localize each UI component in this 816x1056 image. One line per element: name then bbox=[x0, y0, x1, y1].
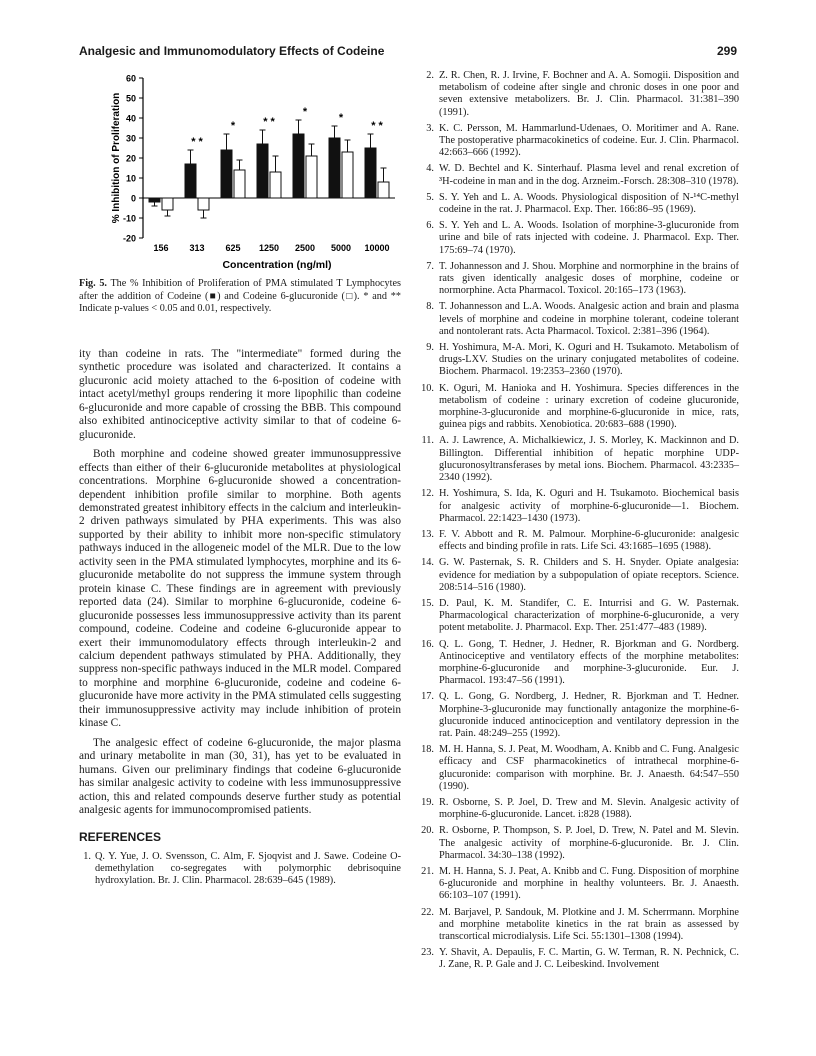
reference-item bbox=[421, 220, 739, 257]
reference-number: 1. bbox=[83, 850, 91, 862]
y-tick-label: 50 bbox=[125, 93, 136, 104]
reference-text: K. Oguri, M. Hanioka and H. Yoshimura. Species differences in the metabolism of codeine : urinary excretion of codeine glucuronide, morphine-3-glucuronide and morphine-6-glucuronide in mice, rats, guinea pigs and rabbits. Xenobiotica. 20:683–688 (1990). bbox=[439, 382, 739, 431]
reference-text: R. Osborne, P. Thompson, S. P. Joel, D. Trew, N. Patel and M. Slevin. The analgesic activity of morphine-6-glucuronide. Br. J. Clin. Pharmacol. 34:30–138 (1992). bbox=[439, 825, 739, 861]
x-tick-label: 625 bbox=[225, 243, 241, 253]
reference-number: 21. bbox=[421, 865, 434, 877]
reference-item bbox=[421, 192, 739, 216]
reference-item bbox=[421, 598, 739, 635]
reference-number: 14. bbox=[421, 557, 434, 569]
reference-text: A. J. Lawrence, A. Michalkiewicz, J. S. Morley, K. Mackinnon and D. Billington. Differential inhibition of hepatic morphine UDP-glucuronosyltransferases by metal ions. Biochem. Pharmacol. 43:2335–2340 (1992). bbox=[439, 435, 739, 484]
reference-text: T. Johannesson and L.A. Woods. Analgesic action and brain and plasma levels of morphine and codeine in morphine tolerant, codeine tolerant and nontolerant rats. Acta Pharmacol. Toxicol. 2:381–396 (1964). bbox=[439, 301, 739, 337]
y-tick-label: -10 bbox=[122, 213, 136, 224]
significance-marker: * * bbox=[191, 136, 203, 148]
reference-text: W. D. Bechtel and K. Sinterhauf. Plasma level and renal excretion of ³H-codeine in man and in the dog. Arzneim.-Forsch. 28:308–310 (1978). bbox=[439, 163, 739, 187]
page-number: 299 bbox=[716, 44, 737, 58]
reference-item bbox=[421, 529, 739, 553]
significance-marker: * * bbox=[263, 116, 275, 128]
reference-text: D. Paul, K. M. Standifer, C. E. Inturrisi and G. W. Pasternak. Pharmacological characterization of morphine-6-glucuronide, a very potent metabolite. J. Pharmacol. Exp. Ther. 251:477–483 (1989). bbox=[439, 597, 739, 634]
significance-marker: * * bbox=[371, 120, 383, 132]
reference-text: H. Yoshimura, S. Ida, K. Oguri and H. Tsukamoto. Biochemical basis for analgesic activity of morphine-6-glucuronide—1. Biochem. Pharmacol. 22:1423–1430 (1973). bbox=[439, 488, 739, 524]
reference-text: R. Osborne, S. P. Joel, D. Trew and M. Slevin. Analgesic activity of morphine-6-glucuronide. Lancet. i:828 (1988). bbox=[439, 796, 739, 821]
reference-item bbox=[421, 825, 739, 862]
x-tick-label: 10000 bbox=[364, 243, 390, 253]
reference-number: 12. bbox=[421, 488, 434, 500]
reference-item bbox=[421, 123, 739, 160]
y-tick-label: 40 bbox=[125, 113, 136, 124]
bar-codeine-glucuronide bbox=[234, 170, 245, 198]
y-axis-label: % Inhibition of Proliferation bbox=[111, 92, 122, 224]
reference-item bbox=[421, 163, 739, 187]
reference-item bbox=[421, 301, 739, 338]
reference-number: 6. bbox=[426, 220, 434, 232]
reference-item bbox=[421, 383, 739, 432]
reference-number: 16. bbox=[421, 638, 434, 650]
figure-caption bbox=[79, 278, 401, 316]
figure-caption-label: Fig. 5. bbox=[79, 278, 107, 289]
reference-item bbox=[79, 851, 401, 888]
running-title: Analgesic and Immunomodulatory Effects of Codeine bbox=[79, 44, 385, 58]
y-tick-label: -20 bbox=[122, 233, 136, 244]
bar-codeine bbox=[257, 144, 268, 198]
reference-number: 18. bbox=[421, 744, 434, 756]
reference-text: Y. Shavit, A. Depaulis, F. C. Martin, G. W. Terman, R. N. Pechnick, C. J. Zane, R. P. Gale and J. C. Leibeskind. Involvement bbox=[439, 947, 739, 971]
reference-item bbox=[421, 866, 739, 903]
y-tick-label: 30 bbox=[125, 133, 136, 144]
reference-number: 13. bbox=[421, 528, 434, 540]
bar-codeine bbox=[365, 148, 376, 198]
bar-codeine bbox=[221, 150, 232, 198]
reference-item bbox=[421, 691, 739, 740]
reference-number: 7. bbox=[426, 260, 434, 272]
reference-item bbox=[421, 797, 739, 821]
bar-codeine-glucuronide bbox=[342, 152, 353, 198]
significance-marker: * bbox=[230, 120, 236, 132]
reference-text: S. Y. Yeh and L. A. Woods. Isolation of morphine-3-glucuronide from urine and bile of rats injected with codeine. J. Pharmacol. Exp. Ther. 175:69–74 (1970). bbox=[439, 220, 739, 256]
y-tick-label: 60 bbox=[125, 73, 136, 84]
significance-marker: * bbox=[302, 106, 308, 118]
reference-item bbox=[421, 70, 739, 119]
body-paragraph-2: Both morphine and codeine showed greater immunosuppressive effects than either of their 6-glucuronide metabolites at physiological concentrations. Morphine 6-glucuronide showed a concentration-dependent inhibition profile similar to morphine. Both agents demonstrated greatest inhibitory effects in the calcium and interleukin-2 driven pathways simulated by PHA experiments. This was also supported by their ability to inhibit more non-specific stimulatory pathways induced in the allogeneic model of the MLR. Due to the low activity seen in the PMA stimulated lymphocytes, morphine and its 6-glucuronide metabolite do not suppress the immune system through protein kinase C. These findings are in agreement with previously reported data (24). Similar to morphine 6-glucuronide, codeine 6-glucuronide possesses less immunosuppressive activity than its parent compound, codeine. Codeine and codeine 6-glucuronide appear to exert their immunomodulatory effects through interleukin-2 and calcium dependent pathways stimulated by PHA. Additionally, they suppress non-specific pathways induced in the MLR model. Compared to morphine and morphine 6-glucuronide, codeine and codeine 6-glucuronide have more activity in the PMA stimulated cells suggesting their immunosuppressive activity may include inhibition of protein kinase C. bbox=[79, 448, 401, 730]
reference-text: M. H. Hanna, S. J. Peat, A. Knibb and C. Fung. Disposition of morphine 6-glucuronide and morphine in healthy volunteers. Br. J. Anaesth. 66:103–107 (1991). bbox=[439, 865, 739, 902]
reference-text: Z. R. Chen, R. J. Irvine, F. Bochner and A. A. Somogii. Disposition and metabolism of codeine after single and chronic doses in one poor and seven extensive metabolizers. Br. J. Clin. Pharmacol. 31:381–390 (1991). bbox=[439, 70, 739, 118]
reference-number: 22. bbox=[421, 906, 434, 918]
y-tick-label: 20 bbox=[125, 153, 136, 164]
reference-item bbox=[421, 342, 739, 379]
body-text bbox=[79, 348, 401, 891]
bar-codeine-glucuronide bbox=[162, 198, 173, 210]
reference-number: 23. bbox=[421, 947, 434, 959]
reference-item bbox=[421, 947, 739, 971]
reference-item bbox=[421, 435, 739, 484]
figure-5-chart bbox=[79, 70, 401, 275]
x-tick-label: 313 bbox=[189, 243, 205, 253]
reference-text: M. H. Hanna, S. J. Peat, M. Woodham, A. Knibb and C. Fung. Analgesic efficacy and CSF pharmacokinetics of intrathecal morphine-6-glucuronide: comparison with morphine. Br. J. Anaesth. 64:547–550 (1990). bbox=[439, 744, 739, 792]
reference-text: Q. Y. Yue, J. O. Svensson, C. Alm, F. Sjoqvist and J. Sawe. Codeine O-demethylation co-segregates with polymorphic debrisoquine hydroxylation. Br. J. Clin. Pharmacol. 28:639–645 (1989). bbox=[95, 850, 401, 887]
reference-item bbox=[421, 557, 739, 594]
reference-text: S. Y. Yeh and L. A. Woods. Physiological disposition of N-¹⁴C-methyl codeine in the rat. J. Pharmacol. Exp. Ther. 166:86–95 (1969). bbox=[439, 191, 739, 216]
x-tick-label: 2500 bbox=[294, 243, 316, 253]
bar-codeine bbox=[293, 134, 304, 198]
reference-number: 9. bbox=[426, 342, 434, 354]
right-column bbox=[421, 70, 739, 976]
reference-number: 8. bbox=[426, 301, 434, 313]
bar-codeine bbox=[149, 198, 160, 202]
bar-codeine bbox=[185, 164, 196, 198]
page-header bbox=[79, 44, 737, 60]
reference-item bbox=[421, 907, 739, 944]
reference-item bbox=[421, 261, 739, 298]
references-heading: REFERENCES bbox=[79, 830, 162, 845]
y-tick-label: 10 bbox=[125, 173, 136, 184]
reference-text: Q. L. Gong, G. Nordberg, J. Hedner, R. Bjorkman and T. Hedner. Morphine-3-glucuronide may functionally antagonize the morphine-6-glucuronide induced antinociception and ventilatory depression in the rat. Pain. 48:249–255 (1992). bbox=[439, 691, 739, 739]
reference-text: H. Yoshimura, M-A. Mori, K. Oguri and H. Tsukamoto. Metabolism of drugs-LXV. Studies on the urinary conjugated metabolites of codeine. Biochem. Pharmacol. 19:2353–2360 (1970). bbox=[439, 342, 739, 378]
bar-codeine-glucuronide bbox=[306, 156, 317, 198]
bar-codeine-glucuronide bbox=[270, 172, 281, 198]
bar-codeine-glucuronide bbox=[198, 198, 209, 210]
reference-text: Q. L. Gong, T. Hedner, J. Hedner, R. Bjorkman and G. Nordberg. Antinociceptive and ventilatory effects of the morphine metabolites: morphine-6-glucuronide and morphine-3-glucuronide. Eur. J. Pharmacol. 193:47–56 (1991). bbox=[439, 638, 739, 687]
reference-text: K. C. Persson, M. Hammarlund-Udenaes, O. Moritimer and A. Rane. The postoperative pharmacokinetics of codeine. Eur. J. Clin. Pharmacol. 42:663–666 (1992). bbox=[439, 122, 739, 159]
reference-number: 20. bbox=[421, 825, 434, 837]
reference-number: 17. bbox=[421, 691, 434, 703]
reference-number: 19. bbox=[421, 796, 434, 808]
bar-codeine bbox=[329, 138, 340, 198]
figure-caption-text: The % Inhibition of Proliferation of PMA stimulated T Lymphocytes after the addition of Codeine (■) and Codeine 6-glucuronide (□). * and ** Indicate p-values < 0.05 and 0.01, respectively. bbox=[79, 278, 401, 314]
x-tick-label: 5000 bbox=[330, 243, 352, 253]
reference-text: M. Barjavel, P. Sandouk, M. Plotkine and J. M. Scherrmann. Morphine and morphine metabolite kinetics in the rat brain as assessed by transcortical microdialysis. Life Sci. 55:1301–1308 (1994). bbox=[439, 906, 739, 942]
reference-number: 15. bbox=[421, 597, 434, 609]
reference-number: 2. bbox=[426, 70, 434, 81]
x-tick-label: 1250 bbox=[258, 243, 280, 253]
x-tick-label: 156 bbox=[153, 243, 169, 253]
reference-text: T. Johannesson and J. Shou. Morphine and normorphine in the brains of rats given identically analgesic doses of morphine, codeine or normorphine. Acta Pharmacol. Toxicol. 20:165–173 (1963). bbox=[439, 260, 739, 297]
reference-number: 3. bbox=[426, 122, 434, 134]
reference-item bbox=[421, 744, 739, 793]
reference-text: G. W. Pasternak, S. R. Childers and S. H. Snyder. Opiate analgesia: evidence for mediation by a subpopulation of opiate receptors. Science. 208:514–516 (1980). bbox=[439, 557, 739, 593]
body-paragraph-1: ity than codeine in rats. The "intermediate" formed during the synthetic procedure was isolated and characterized. It contains a glucuronic acid moiety attached to the 6-position of codeine with intact acetyl/methyl groups rendering it more lipophilic than codeine 6-glucuronide and more capable of crossing the BBB. This compound also exhibited antinociceptive activity similar to that of codeine 6-glucuronide. bbox=[79, 348, 401, 441]
reference-number: 10. bbox=[421, 382, 434, 394]
reference-number: 11. bbox=[421, 435, 434, 447]
reference-text: F. V. Abbott and R. M. Palmour. Morphine-6-glucuronide: analgesic effects and binding profile in rats. Life Sci. 43:1685–1695 (1988). bbox=[439, 528, 739, 553]
reference-item bbox=[421, 639, 739, 688]
x-axis-label: Concentration (ng/ml) bbox=[222, 259, 332, 271]
reference-number: 4. bbox=[426, 163, 434, 175]
reference-item bbox=[421, 488, 739, 525]
body-paragraph-3: The analgesic effect of codeine 6-glucuronide, the major plasma and urinary metabolite in man (30, 31), has yet to be evaluated in humans. Given our preliminary findings that codeine 6-glucuronide has similar analgesic activity to codeine with less immunosuppressive action, this and related compounds deserve further study as potential analgesic agents for immunocompromised patients. bbox=[79, 736, 401, 816]
reference-number: 5. bbox=[426, 191, 434, 203]
significance-marker: * bbox=[338, 112, 344, 124]
y-tick-label: 0 bbox=[130, 193, 136, 204]
bar-codeine-glucuronide bbox=[378, 182, 389, 198]
